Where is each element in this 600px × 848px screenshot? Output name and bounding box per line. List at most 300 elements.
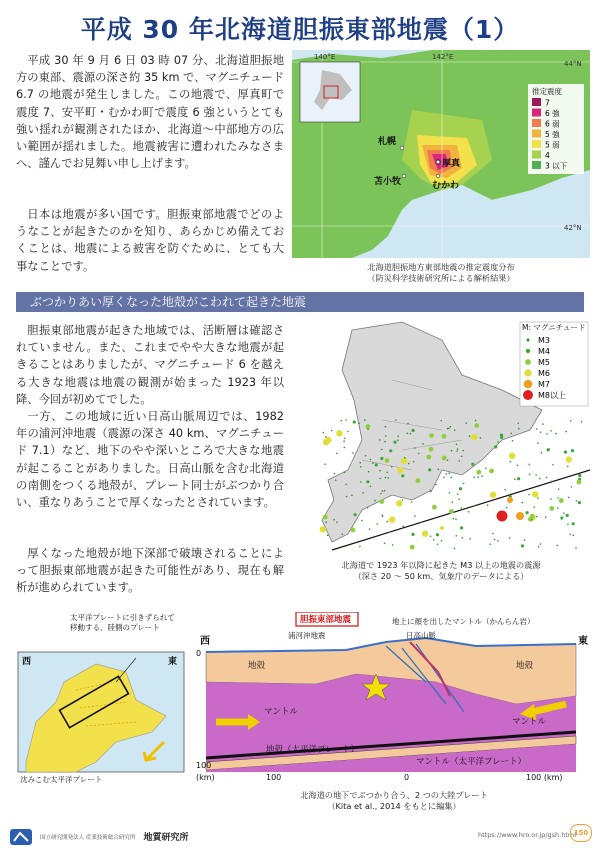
epicenter-dot bbox=[441, 540, 443, 542]
epicenter-dot bbox=[336, 521, 338, 523]
epicenter-dot bbox=[468, 511, 470, 513]
epicenter-dot bbox=[353, 420, 356, 423]
epicenter-dot bbox=[447, 428, 449, 430]
magnitude-legend bbox=[520, 322, 588, 406]
epicenter-dot bbox=[385, 426, 387, 428]
epicenter-dot bbox=[576, 500, 578, 502]
epicenter-dot bbox=[449, 492, 451, 494]
epicenter-dot bbox=[518, 428, 520, 430]
epicenter-dot bbox=[465, 422, 467, 424]
epicenter-dot bbox=[504, 489, 506, 491]
epicenter-m8 bbox=[497, 511, 508, 522]
epicenter-dot bbox=[560, 516, 563, 519]
inset-east: 東 bbox=[168, 657, 178, 667]
epicenter-dot bbox=[407, 423, 409, 425]
epicenter-dot bbox=[573, 534, 575, 536]
epicenter-dot bbox=[435, 484, 437, 486]
epicenter-dot bbox=[492, 533, 494, 535]
epicenter-dot bbox=[528, 494, 530, 496]
epicenter-dot bbox=[572, 522, 575, 525]
inset-west: 西 bbox=[22, 657, 32, 667]
body-paragraph-3: 厚くなった地殻が地下深部で破壊されることによって胆振東部地震が起きた可能性があり、現在も解析が進められています。 bbox=[16, 547, 284, 595]
epicenter-dot bbox=[577, 480, 582, 485]
epicenter-dot bbox=[389, 449, 392, 452]
epicenter-dot bbox=[376, 523, 378, 525]
intro-paragraph-1: 平成 30 年 9 月 6 日 03 時 07 分、北海道胆振地方の東部、震源の深さ約 35 km で、マグニチュード 6.7 の地震が発生しました。この地震で、厚真町で震度 7、安平町・むかわ町で震度 6 強というとても強い揺れが観測されたほか、北海道〜中部地方の広い範囲が揺れました。地震被害に遭われたみなさまへ、謹んでお見舞い申し上げます。 bbox=[16, 54, 284, 171]
epicenter-dot bbox=[440, 420, 442, 422]
section-west: 西 bbox=[200, 636, 210, 647]
epicenter-dot bbox=[426, 455, 431, 460]
epicenter-dot bbox=[558, 488, 560, 490]
epicenter-dot bbox=[564, 451, 567, 454]
epicenter-dot bbox=[401, 458, 407, 464]
epicenter-dot bbox=[364, 419, 366, 421]
epicenter-dot bbox=[474, 423, 479, 428]
epicenter-dot bbox=[530, 514, 535, 519]
place-mukawa: むかわ bbox=[432, 181, 460, 191]
legend-label: 6 強 bbox=[545, 109, 560, 118]
epicenter-dot bbox=[410, 433, 412, 435]
epicenter-dot bbox=[341, 546, 343, 548]
epicenter-dot bbox=[407, 433, 409, 435]
inset-note-3: 沈みこむ太平洋プレート bbox=[20, 775, 103, 784]
epicenter-dot bbox=[528, 464, 530, 466]
epicenter-dot bbox=[471, 463, 474, 466]
epicenter-dot bbox=[551, 480, 553, 482]
epicenter-dot bbox=[471, 434, 477, 440]
place-sapporo: 札幌 bbox=[378, 137, 397, 147]
epicenter-dot bbox=[404, 457, 406, 459]
mantle-right-label: マントル bbox=[512, 717, 547, 727]
epicenter-dot bbox=[475, 420, 477, 422]
epicenter-dot bbox=[563, 512, 565, 514]
epicenter-dot bbox=[557, 497, 559, 499]
epicenter-dot bbox=[487, 504, 489, 506]
epicenter-dot bbox=[411, 501, 413, 503]
epicenter-dot bbox=[456, 450, 458, 452]
epicenter-dot bbox=[367, 507, 369, 509]
epicenter-dot bbox=[555, 433, 557, 435]
epicenter-dot bbox=[354, 513, 357, 516]
epicenter-dot bbox=[463, 450, 465, 452]
logo-icon bbox=[10, 829, 32, 845]
epicenter-dot bbox=[540, 543, 542, 545]
epicenter-large bbox=[507, 497, 513, 503]
epicenter-dot bbox=[506, 507, 508, 509]
epicenter-dot bbox=[481, 475, 483, 477]
legend-swatch bbox=[532, 109, 541, 117]
epicenter-dot bbox=[494, 539, 496, 541]
epicenter-dot bbox=[566, 514, 569, 517]
epicenter-dot bbox=[384, 490, 386, 492]
inset-note-1: 太平洋プレートに引きずられて bbox=[70, 613, 175, 622]
epicenter-dot bbox=[463, 483, 465, 485]
epicenter-dot bbox=[568, 497, 570, 499]
exposed-mantle-label: 地上に顔を出したマントル（かんらん岩） bbox=[392, 617, 535, 626]
magnitude-label: M5 bbox=[538, 358, 550, 367]
epicenter-dot bbox=[324, 463, 326, 465]
epicenter-dot bbox=[416, 478, 421, 483]
epicenter-dot bbox=[517, 422, 519, 424]
epicenter-dot bbox=[510, 461, 512, 463]
body-paragraph-2: 一方、この地域に近い日高山脈周辺では、1982 年の浦河沖地震（震源の深さ 40 km、マグニチュード 7.1）など、地下のやや深いところで大きな地震が起こることがありました。日高山脈を含む北海道の南側をつくる地殻が、プレート同士がぶつかり合い、重なりあうことで厚くなったとされています。 bbox=[16, 410, 284, 510]
crust-left-label: 地殻 bbox=[248, 661, 266, 671]
map1-caption bbox=[292, 262, 590, 284]
legend-label: 3 以下 bbox=[545, 161, 568, 171]
epicenter-dot bbox=[497, 540, 499, 542]
epicenter-dot bbox=[550, 430, 552, 432]
epicenter-dot bbox=[333, 519, 335, 521]
cross-section-caption-line1: 北海道の地下でぶつかり合う、2 つの大陸プレート bbox=[300, 790, 488, 800]
epicenter-dot bbox=[387, 477, 389, 479]
epicenter-dot bbox=[526, 511, 529, 514]
place-atsuma: 厚真 bbox=[442, 159, 461, 169]
magnitude-label: M6 bbox=[538, 369, 550, 378]
epicenter-dot bbox=[385, 458, 390, 463]
epicenter-dot bbox=[448, 473, 450, 475]
epicenter-dot bbox=[524, 539, 526, 541]
epicenter-dot bbox=[430, 490, 432, 492]
epicenter-dot bbox=[397, 467, 403, 473]
epicenter-dot bbox=[414, 447, 416, 449]
legend-label: 6 弱 bbox=[545, 119, 560, 129]
epicenter-dot bbox=[352, 452, 354, 454]
epicenter-dot bbox=[540, 431, 542, 433]
legend-swatch bbox=[532, 130, 541, 138]
epicenter-dot bbox=[557, 545, 559, 547]
epicenter-dot bbox=[477, 476, 479, 478]
epicenter-dot bbox=[331, 430, 333, 432]
epicenter-dot bbox=[457, 448, 459, 450]
epicenter-dot bbox=[521, 502, 523, 504]
epicenter-dot bbox=[382, 514, 384, 516]
epicenter-dot bbox=[437, 543, 439, 545]
depth-unit: (km) bbox=[196, 773, 215, 782]
epicenter-dot bbox=[362, 492, 364, 494]
epicenter-dot bbox=[457, 493, 459, 495]
epicenter-dot bbox=[557, 507, 559, 509]
epicenter-dot bbox=[325, 436, 327, 438]
epicenter-dot bbox=[323, 439, 329, 445]
epicenter-dot bbox=[535, 474, 537, 476]
epicenter-dot bbox=[336, 430, 342, 436]
place-tomakomai: 苫小牧 bbox=[374, 177, 402, 187]
epicenter-dot bbox=[365, 455, 367, 457]
lon-label-142: 142°E bbox=[432, 53, 454, 61]
cross-section-diagram bbox=[196, 612, 592, 784]
intensity-legend bbox=[528, 84, 584, 174]
epicenter-dot bbox=[410, 545, 415, 550]
legend-label: 7 bbox=[545, 98, 550, 108]
epicenter-dot bbox=[538, 546, 540, 548]
epicenter-dot bbox=[351, 528, 356, 533]
epicenter-dot bbox=[365, 424, 370, 429]
epicenter-dot bbox=[395, 419, 397, 421]
epicenter-dot bbox=[489, 469, 494, 474]
epicenter-dot bbox=[367, 428, 369, 430]
footer-logo bbox=[10, 826, 188, 845]
epicenter-dot bbox=[397, 440, 399, 442]
pacific-crust-label: 地殻（太平洋プレート） bbox=[266, 745, 360, 755]
epicenter-dot bbox=[517, 477, 520, 480]
epicenter-dot bbox=[539, 478, 541, 480]
epicenter-dot bbox=[393, 441, 396, 444]
epicenter-dot bbox=[384, 543, 386, 545]
epicenter-dot bbox=[559, 498, 564, 503]
epicenter-dot bbox=[413, 461, 415, 463]
depth-100: 100 bbox=[196, 761, 212, 770]
intro-paragraph-2: 日本は地震が多い国です。胆振東部地震でどのようなことが起きたのかを知り、あらかじめ備えておくことは、地震による被害を防ぐために、とても大事なことです。 bbox=[16, 208, 284, 273]
legend-swatch bbox=[532, 161, 541, 169]
map1-caption-line2: （防災科学技術研究所による解析結果） bbox=[367, 273, 515, 283]
epicenter-dot bbox=[456, 535, 458, 537]
footer-org-small: 国立研究開発法人 産業技術総合研究所 bbox=[40, 834, 136, 841]
epicenter-dot bbox=[320, 526, 326, 532]
epicenter-dot bbox=[436, 533, 439, 536]
epicenter-dot bbox=[474, 505, 476, 507]
magnitude-marker bbox=[524, 369, 531, 376]
epicenter-dot bbox=[379, 439, 381, 441]
epicenter-dot bbox=[454, 429, 456, 431]
epicenter-dot bbox=[541, 452, 543, 454]
epicenter-dot bbox=[460, 526, 463, 529]
epicenter-dot bbox=[327, 534, 329, 536]
epicenter-dot bbox=[581, 421, 583, 423]
epicenter-dot bbox=[346, 496, 348, 498]
epicenter-dot bbox=[438, 469, 440, 471]
epicenter-dot bbox=[514, 479, 516, 481]
epicenter-dot bbox=[459, 487, 462, 490]
epicenter-dot bbox=[511, 433, 513, 435]
epicenter-dot bbox=[414, 515, 416, 517]
epicenter-dot bbox=[430, 535, 432, 537]
epicenter-dot bbox=[379, 470, 381, 472]
epicenter-dot bbox=[401, 474, 404, 477]
epicenter-dot bbox=[344, 447, 346, 449]
epicenter-dot bbox=[578, 501, 581, 504]
cross-section-caption bbox=[196, 790, 592, 812]
depth-0: 0 bbox=[196, 649, 202, 658]
epicenter-dot bbox=[549, 506, 554, 511]
epicenter-dot bbox=[358, 423, 360, 425]
epicenter-dot bbox=[469, 435, 471, 437]
epicenter-dot bbox=[323, 515, 328, 520]
anniversary-badge: 150 bbox=[570, 824, 592, 842]
epicenter-dot bbox=[370, 459, 372, 461]
magnitude-marker bbox=[524, 380, 533, 389]
epicenter-dot bbox=[531, 519, 533, 521]
epicenter-dot bbox=[428, 468, 431, 471]
epicenter-dot bbox=[453, 518, 455, 520]
legend-label: 5 弱 bbox=[545, 140, 560, 150]
epicenter-dot bbox=[389, 517, 395, 523]
legend-title: 推定震度 bbox=[532, 87, 562, 96]
epicenter-dot bbox=[569, 534, 571, 536]
epicenter-dot bbox=[529, 474, 531, 476]
epicenter-dot bbox=[381, 449, 383, 451]
epicenter-dot bbox=[456, 444, 458, 446]
epicenter-map bbox=[292, 320, 590, 552]
epicenter-dot bbox=[517, 465, 519, 467]
magnitude-marker bbox=[527, 339, 530, 342]
epicenter-dot bbox=[480, 437, 482, 439]
epicenter-dot bbox=[497, 441, 499, 443]
epicenter-dot bbox=[375, 463, 378, 466]
epicenter-dot bbox=[534, 506, 536, 508]
epicenter-dot bbox=[537, 442, 539, 444]
epicenter-dot bbox=[389, 532, 391, 534]
magnitude-label: M7 bbox=[538, 380, 550, 389]
intensity-map bbox=[292, 50, 590, 258]
magnitude-marker bbox=[523, 390, 533, 400]
epicenter-dot bbox=[451, 450, 453, 452]
urakawa-label: 浦河沖地震 bbox=[288, 631, 326, 640]
epicenter-dot bbox=[565, 431, 567, 433]
epicenter-dot bbox=[343, 440, 345, 442]
epicenter-dot bbox=[474, 477, 476, 479]
epicenter-dot bbox=[433, 539, 435, 541]
epicenter-dot bbox=[361, 520, 363, 522]
epicenter-dot bbox=[387, 521, 389, 523]
magnitude-marker bbox=[525, 359, 531, 365]
lat-label-42: 42°N bbox=[564, 224, 582, 232]
epicenter-dot bbox=[536, 428, 538, 430]
epicenter-dot bbox=[521, 544, 524, 547]
epicenter-dot bbox=[536, 516, 538, 518]
epicenter-dot bbox=[449, 509, 454, 514]
epicenter-dot bbox=[422, 443, 424, 445]
epicenter-dot bbox=[485, 467, 487, 469]
epicenter-dot bbox=[429, 447, 434, 452]
epicenter-dot bbox=[500, 434, 503, 437]
epicenter-dot bbox=[494, 445, 497, 448]
legend-swatch bbox=[532, 119, 541, 127]
epicenter-dot bbox=[380, 457, 383, 460]
epicenter-dot bbox=[462, 537, 464, 539]
legend-swatch bbox=[532, 140, 541, 148]
magnitude-marker bbox=[526, 349, 530, 353]
epicenter-dot bbox=[336, 453, 338, 455]
epicenter-dot bbox=[548, 448, 550, 450]
epicenter-dot bbox=[461, 507, 463, 509]
epicenter-dot bbox=[450, 477, 452, 479]
map2-caption-line1: 北海道で 1923 年以降に起きた M3 以上の地震の震源 bbox=[341, 560, 541, 570]
footer-url[interactable]: https://www.hro.or.jp/gsh.html bbox=[478, 831, 577, 839]
epicenter-large bbox=[440, 526, 444, 530]
epicenter-dot bbox=[578, 474, 581, 477]
epicenter-dot bbox=[344, 438, 346, 440]
magnitude-label: M8以上 bbox=[538, 391, 566, 400]
epicenter-dot bbox=[385, 435, 387, 437]
epicenter-dot bbox=[360, 481, 362, 483]
epicenter-dot bbox=[341, 420, 343, 422]
epicenter-dot bbox=[575, 547, 577, 549]
epicenter-dot bbox=[396, 500, 402, 506]
epicenter-dot bbox=[448, 428, 450, 430]
epicenter-dot bbox=[366, 480, 369, 483]
epicenter-dot bbox=[476, 470, 481, 475]
body-paragraph-1: 胆振東部地震が起きた地域では、活断層は確認されていません。また、これまでやや大きな地震が起きることはありましたが、マグニチュード 6 を越える大きな地震は地震の観測が始まった 1923 年以降、今回が初めてでした。 bbox=[16, 324, 284, 406]
plate-inset-map bbox=[16, 612, 188, 784]
epicenter-dot bbox=[342, 534, 344, 536]
epicenter-dot bbox=[509, 537, 511, 539]
x-tick-100-west: 100 bbox=[266, 773, 282, 782]
epicenter-dot bbox=[454, 548, 456, 550]
epicenter-dot bbox=[326, 521, 328, 523]
legend-swatch bbox=[532, 151, 541, 159]
x-tick-0: 0 bbox=[404, 773, 410, 782]
epicenter-dot bbox=[567, 524, 569, 526]
map2-caption-line2: （深さ 20 〜 50 km、気象庁のデータによる） bbox=[353, 571, 529, 581]
epicenter-dot bbox=[392, 544, 394, 546]
lat-label-44: 44°N bbox=[564, 60, 582, 68]
epicenter-dot bbox=[421, 521, 423, 523]
epicenter-dot bbox=[334, 473, 336, 475]
epicenter-dot bbox=[546, 477, 548, 479]
epicenter-dot bbox=[345, 419, 347, 421]
footer-org: 地質研究所 bbox=[143, 833, 189, 843]
epicenter-dot bbox=[489, 543, 491, 545]
epicenter-dot bbox=[413, 430, 415, 432]
epicenter-dot bbox=[443, 477, 445, 479]
epicenter-dot bbox=[369, 528, 371, 530]
epicenter-dot bbox=[429, 433, 434, 438]
epicenter-dot bbox=[360, 466, 362, 468]
epicenter-dot bbox=[384, 441, 386, 443]
epicenter-dot bbox=[385, 477, 387, 479]
legend-swatch bbox=[532, 98, 541, 106]
epicenter-dot bbox=[567, 466, 569, 468]
lon-label-140: 140°E bbox=[314, 53, 336, 61]
epicenter-dot bbox=[374, 500, 376, 502]
epicenter-dot bbox=[372, 462, 374, 464]
epicenter-dot bbox=[512, 440, 514, 442]
hidaka-label: 日高山脈 bbox=[406, 631, 436, 640]
epicenter-dot bbox=[386, 472, 388, 474]
epicenter-dot bbox=[422, 531, 428, 537]
epicenter-dot bbox=[550, 498, 552, 500]
epicenter-dot bbox=[323, 432, 325, 434]
epicenter-dot bbox=[408, 463, 410, 465]
epicenter-dot bbox=[418, 453, 420, 455]
epicenter-dot bbox=[537, 497, 539, 499]
epicenter-dot bbox=[368, 471, 370, 473]
epicenter-dot bbox=[490, 492, 496, 498]
epicenter-large bbox=[516, 512, 524, 520]
epicenter-dot bbox=[469, 538, 471, 540]
epicenter-dot bbox=[532, 491, 538, 497]
epicenter-dot bbox=[397, 435, 399, 437]
section-heading: ぶつかりあい厚くなった地殻がこわれて起きた地震 bbox=[16, 292, 584, 312]
magnitude-legend-title: M: マグニチュード bbox=[522, 323, 586, 332]
legend-label: 5 強 bbox=[545, 130, 560, 139]
epicenter-dot bbox=[571, 449, 574, 452]
epicenter-dot bbox=[509, 453, 515, 459]
epicenter-dot bbox=[380, 493, 382, 495]
epicenter-dot bbox=[345, 484, 347, 486]
epicenter-dot bbox=[402, 499, 404, 501]
highlight-label: 胆振東部地震 bbox=[300, 615, 352, 625]
epicenter-dot bbox=[347, 431, 349, 433]
epicenter-dot bbox=[458, 499, 460, 501]
epicenter-dot bbox=[542, 423, 544, 425]
epicenter-dot bbox=[545, 516, 547, 518]
legend-label: 4 bbox=[545, 151, 550, 160]
cross-section-caption-line2: （Kita et al., 2014 をもとに編集） bbox=[327, 801, 461, 811]
magnitude-label: M4 bbox=[538, 347, 550, 356]
epicenter-dot bbox=[570, 420, 572, 422]
epicenter-dot bbox=[446, 473, 448, 475]
